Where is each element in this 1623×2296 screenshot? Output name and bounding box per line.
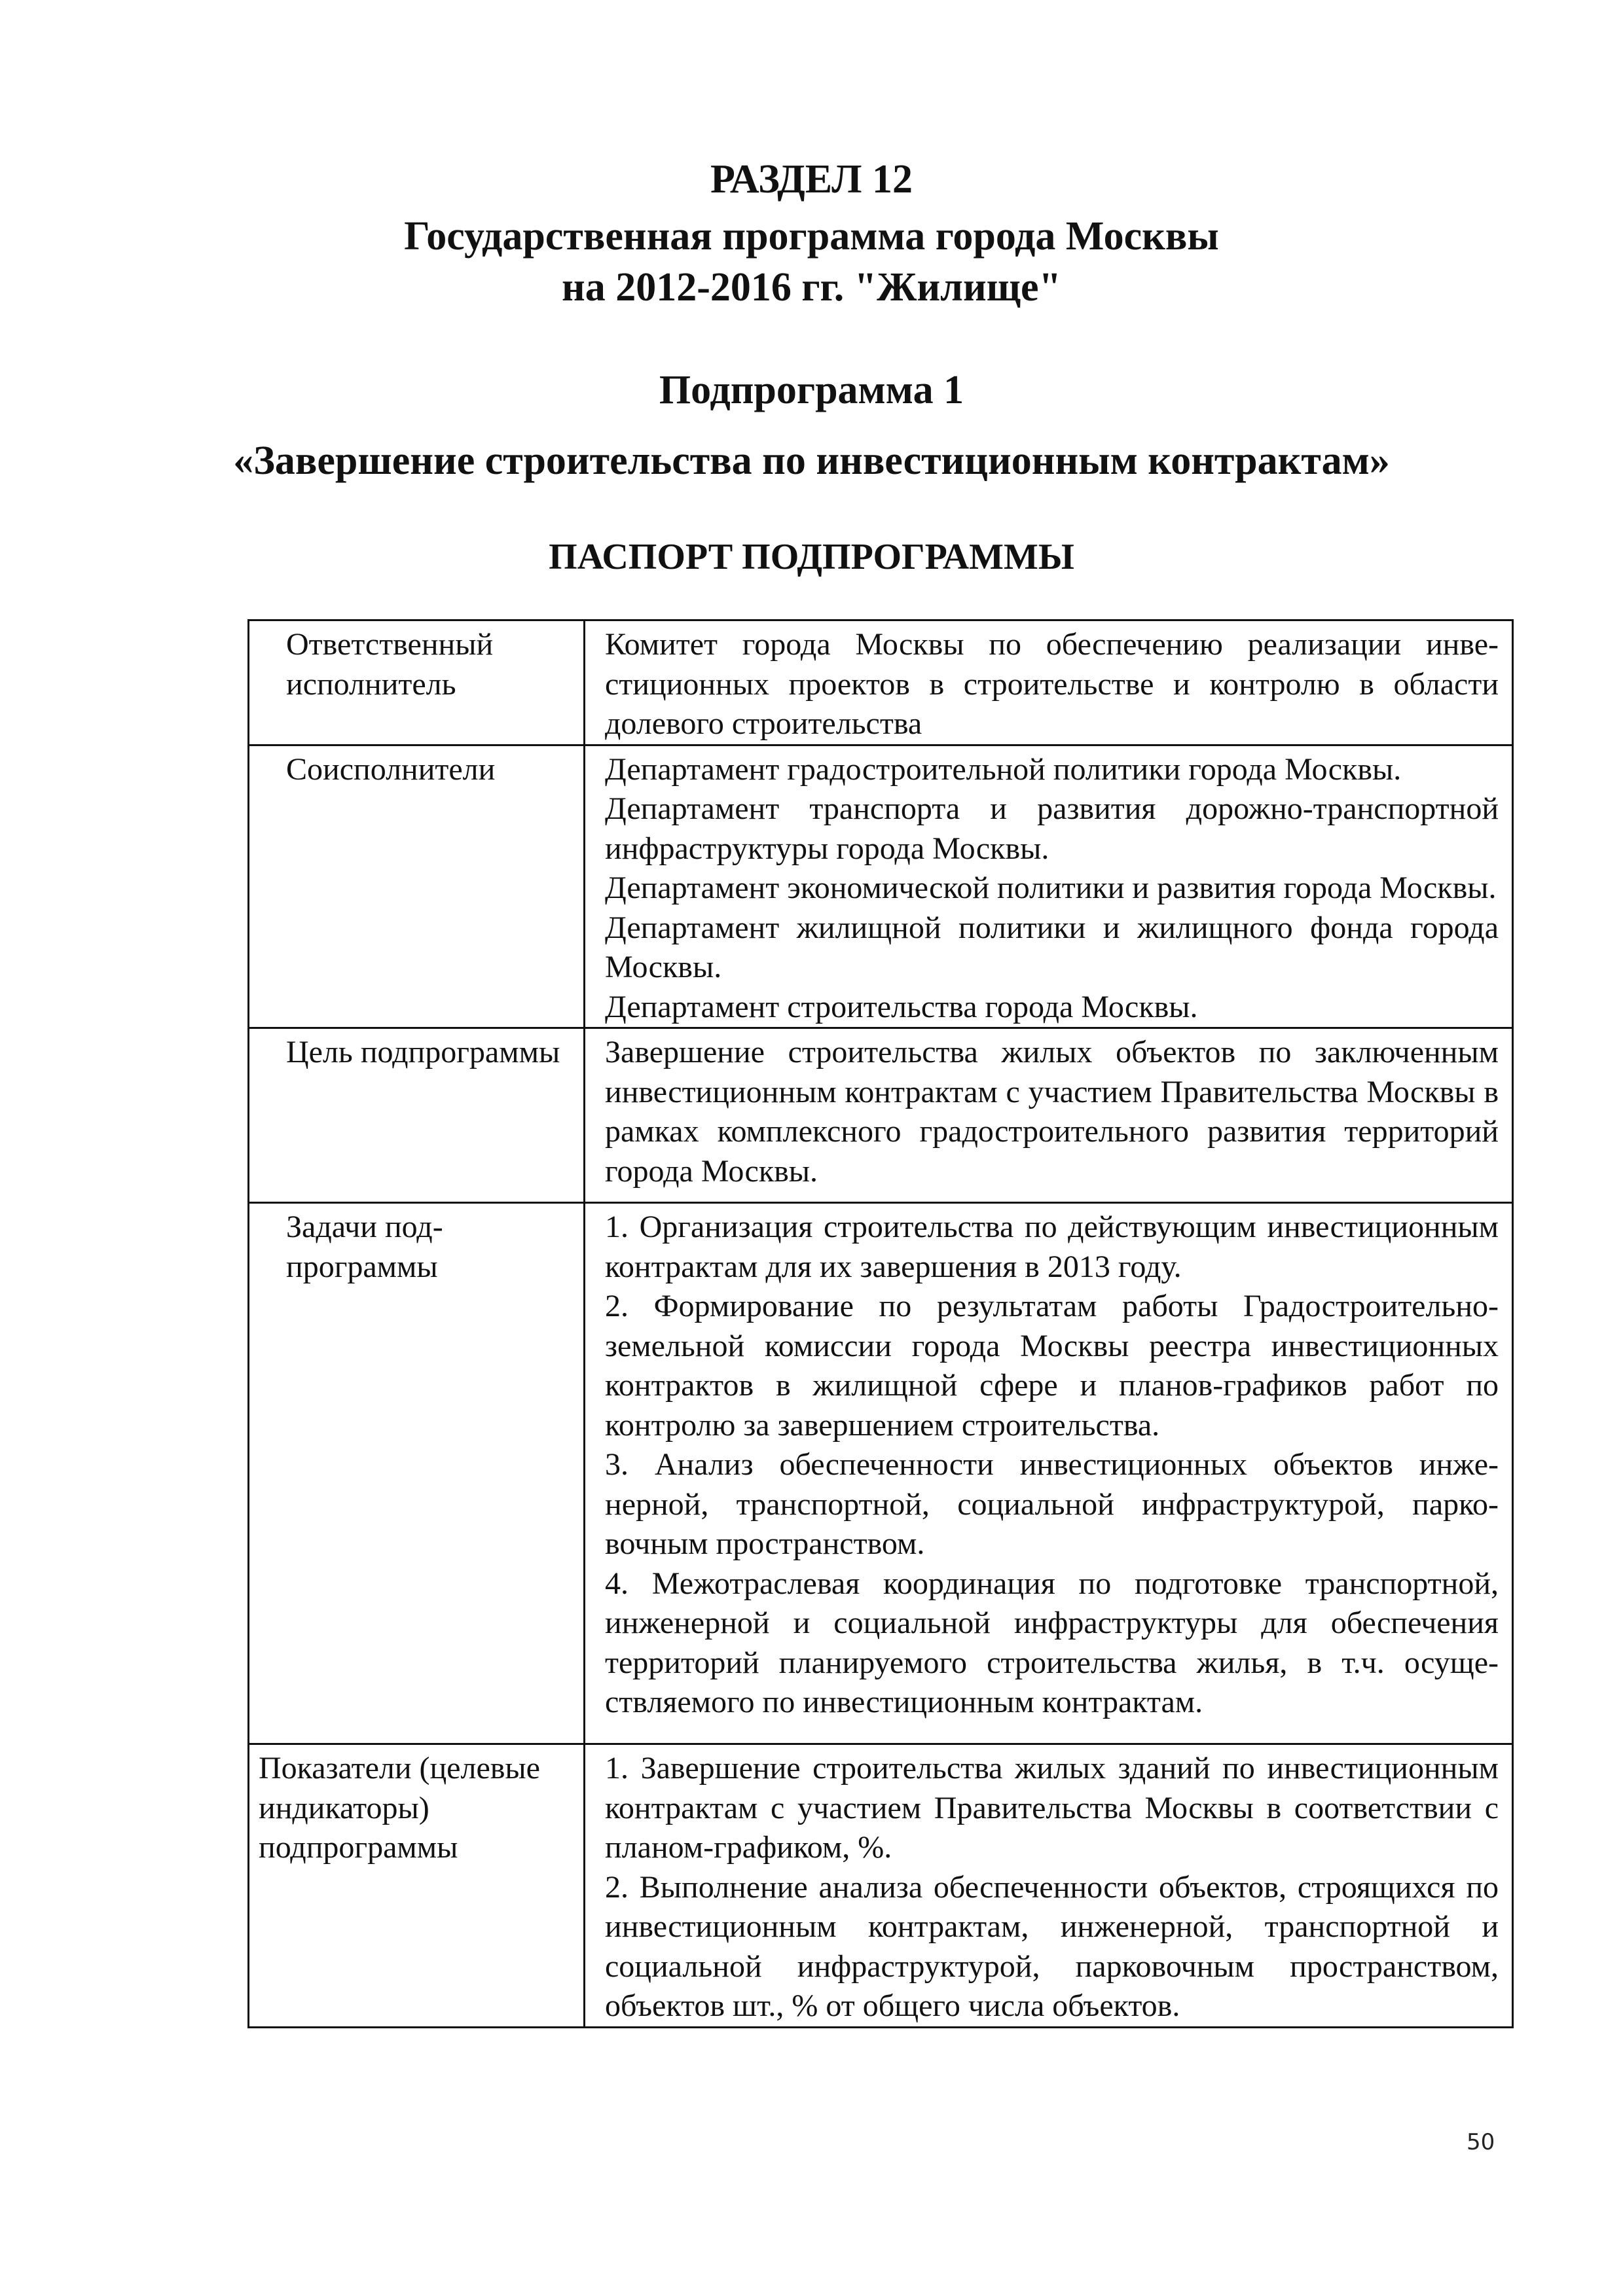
coexecutor-item: Департамент градостроительной политики города Москвы. — [605, 751, 1402, 787]
subprogram-name: «Завершение строительства по инвестиционным контрактам» — [233, 439, 1390, 483]
label-responsible: Ответственный исполнитель — [249, 620, 585, 745]
value-responsible: Комитет города Москвы по обеспечению реализации инвестиционных проектов в строительстве и контролю в области долевого строительства — [585, 620, 1513, 745]
coexecutor-item: Департамент строительства города Москвы. — [605, 989, 1198, 1024]
value-goal: Завершение строительства жилых объектов по заключенным инвестиционным контрактам с участием Правительства Москвы в рамках комплексного градостроительного развития территорий города Москвы. — [585, 1028, 1513, 1203]
page-number: 50 — [1467, 2129, 1495, 2155]
indicator-item: 1. Завершение строительства жилых зданий по инвестиционным контрактам с участием Правительства Москвы в соответствии с планом-графиком, %. — [605, 1751, 1499, 1865]
label-coexecutors: Соисполнители — [249, 745, 585, 1028]
table-row-coexecutors — [249, 745, 1513, 1028]
task-item: 4. Межотраслевая координация по подготовке транспортной, инженерной и социальной инфраструктуры для обеспечения территорий планируемого строительства жилья, в т.ч. осуществляемого по инвестиционным контрактам. — [605, 1566, 1499, 1719]
label-goal: Цель подпрограммы — [249, 1028, 585, 1203]
value-indicators — [585, 1744, 1513, 2028]
passport-table — [247, 619, 1514, 2028]
coexecutor-item: Департамент жилищной политики и жилищного фонда города Москвы. — [605, 910, 1499, 984]
program-title-line-2: на 2012-2016 гг. "Жилище" — [562, 265, 1061, 310]
value-tasks — [585, 1203, 1513, 1744]
coexecutor-item: Департамент транспорта и развития дорожно-транспортной инфраструктуры города Москвы. — [605, 791, 1499, 866]
task-item: 2. Формирование по результатам работы Градостроительно-земельной комиссии города Москвы реестра инвестиционных контрактов в жилищной сфере и планов-графиков работ по контролю за завершением строительства. — [605, 1289, 1499, 1443]
task-item: 1. Организация строительства по действующим инвестиционным контрактам для их завершения в 2013 году. — [605, 1210, 1499, 1284]
table-row-tasks — [249, 1203, 1513, 1744]
table-row-goal — [249, 1028, 1513, 1203]
coexecutor-item: Департамент экономической политики и развития города Москвы. — [605, 870, 1497, 905]
task-item: 3. Анализ обеспеченности инвестиционных объектов инженерной, транспортной, социальной инфраструктурой, парковочным пространством. — [605, 1447, 1499, 1561]
table-row-indicators — [249, 1744, 1513, 2028]
program-title-line-1: Государственная программа города Москвы — [404, 214, 1219, 259]
value-coexecutors — [585, 745, 1513, 1028]
table-row-responsible — [249, 620, 1513, 745]
label-tasks: Задачи подпрограммы — [249, 1203, 585, 1744]
program-title — [0, 211, 1623, 313]
indicator-item: 2. Выполнение анализа обеспеченности объектов, строящихся по инвестиционным контрактам, инженерной, транспортной и социальной инфраструктурой, парковочным пространством, объектов шт., % от общего числа объектов. — [605, 1869, 1499, 2023]
subprogram-number: Подпрограмма 1 — [659, 368, 964, 412]
passport-title: ПАСПОРТ ПОДПРОГРАММЫ — [549, 537, 1074, 577]
section-heading: РАЗДЕЛ 12 — [710, 157, 913, 202]
label-indicators: Показатели (целевые индикаторы) подпрограммы — [249, 1744, 585, 2028]
